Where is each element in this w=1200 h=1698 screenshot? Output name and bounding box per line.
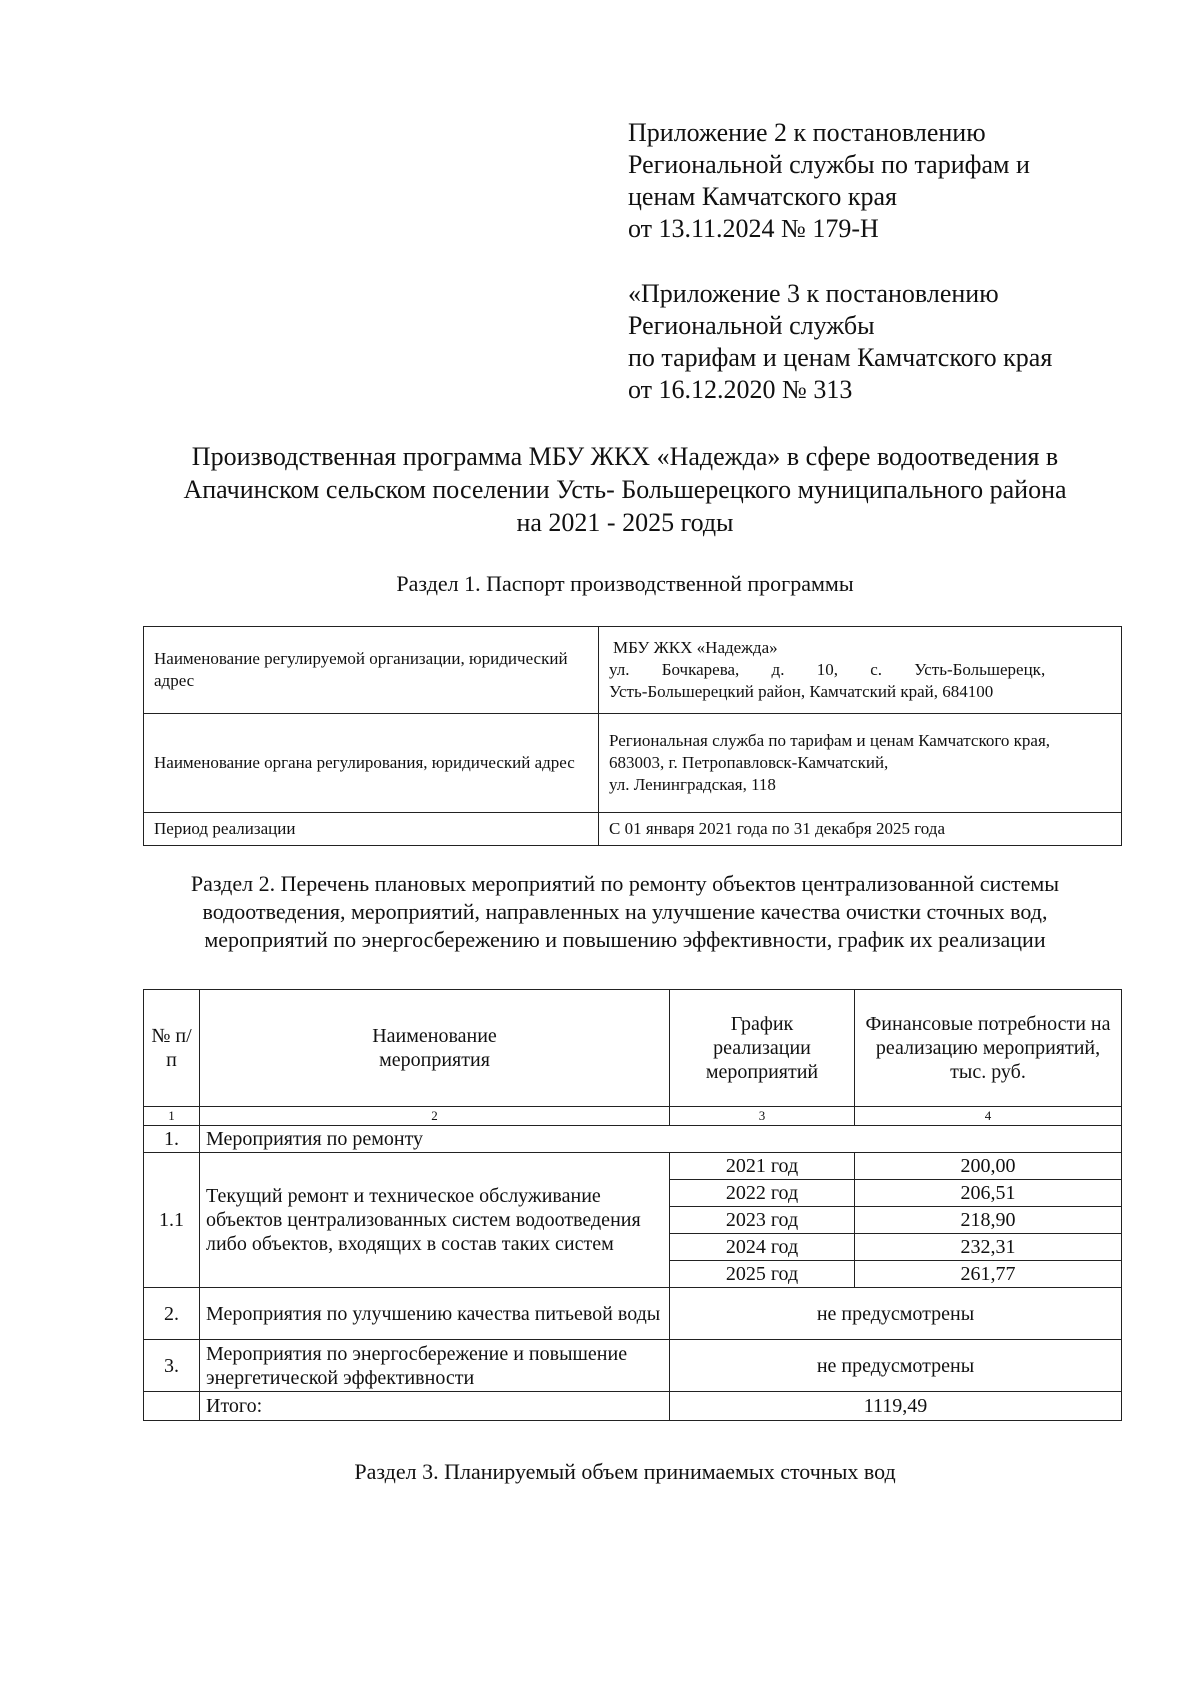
measures-table (143, 989, 1122, 1421)
passport-value-line: Усть-Большерецкий район, Камчатский край, 684100 (609, 682, 994, 701)
table-row-group-3 (144, 1340, 1122, 1392)
year-cell: 2021 год (670, 1153, 855, 1180)
section-2-heading-line: водоотведения, мероприятий, направленных на улучшение качества очистки сточных вод, (202, 899, 1048, 924)
passport-value-line: МБУ ЖКХ «Надежда» (613, 638, 778, 657)
passport-value: С 01 января 2021 года по 31 декабря 2025 года (599, 813, 1122, 846)
section-2-heading (130, 870, 1120, 954)
passport-value (599, 627, 1122, 714)
row-name: Мероприятия по ремонту (200, 1126, 1122, 1153)
title-line: Апачинском сельском поселении Усть- Большерецкого муниципального района (183, 475, 1067, 504)
row-number: 1.1 (144, 1153, 200, 1288)
column-number: 1 (144, 1107, 200, 1126)
amount-cell: 200,00 (855, 1153, 1122, 1180)
title-line: на 2021 - 2025 годы (516, 508, 734, 537)
passport-row-regulator (144, 714, 1122, 813)
passport-value-line: ул. Бочкарева, д. 10, с. Усть-Большерецк, (609, 660, 1046, 679)
column-header-finance: Финансовые потребности на реализацию мероприятий, тыс. руб. (855, 990, 1122, 1107)
section-1-heading: Раздел 1. Паспорт производственной программы (396, 571, 854, 596)
row-value: не предусмотрены (670, 1340, 1122, 1392)
row-name: Мероприятия по улучшению качества питьевой воды (200, 1288, 670, 1340)
appendix-3-line: Региональной службы (628, 311, 875, 340)
amount-cell: 261,77 (855, 1261, 1122, 1288)
title-line: Производственная программа МБУ ЖКХ «Надежда» в сфере водоотведения в (191, 442, 1059, 471)
total-value: 1119,49 (670, 1392, 1122, 1421)
column-number: 3 (670, 1107, 855, 1126)
amount-cell: 206,51 (855, 1180, 1122, 1207)
column-number-row (144, 1107, 1122, 1126)
document-title (130, 440, 1120, 539)
section-2-heading-line: Раздел 2. Перечень плановых мероприятий по ремонту объектов централизованной системы (190, 871, 1060, 896)
section-3-heading: Раздел 3. Планируемый объем принимаемых сточных вод (354, 1459, 896, 1484)
row-name: Мероприятия по энергосбережение и повышение энергетической эффективности (200, 1340, 670, 1392)
table-row-group-1 (144, 1126, 1122, 1153)
passport-row-period (144, 813, 1122, 846)
appendix-2-reference (628, 117, 1148, 245)
appendix-3-line: от 16.12.2020 № 313 (628, 375, 853, 404)
passport-value-line: 683003, г. Петропавловск-Камчатский, (609, 753, 889, 772)
passport-table (143, 626, 1122, 846)
passport-row-organization (144, 627, 1122, 714)
passport-label: Наименование регулируемой организации, юридический адрес (144, 627, 599, 714)
total-num-cell (144, 1392, 200, 1421)
table-row-total (144, 1392, 1122, 1421)
column-header-name: Наименование мероприятия (200, 990, 670, 1107)
amount-cell: 218,90 (855, 1207, 1122, 1234)
row-value: не предусмотрены (670, 1288, 1122, 1340)
appendix-2-line: ценам Камчатского края (628, 182, 897, 211)
table-row-group-2 (144, 1288, 1122, 1340)
row-number: 2. (144, 1288, 200, 1340)
passport-label: Наименование органа регулирования, юридический адрес (144, 714, 599, 813)
year-cell: 2023 год (670, 1207, 855, 1234)
row-name: Текущий ремонт и техническое обслуживание объектов централизованных систем водоотведения либо объектов, входящих в состав таких систем (200, 1153, 670, 1288)
column-number: 2 (200, 1107, 670, 1126)
passport-value (599, 714, 1122, 813)
column-header-schedule: График реализации мероприятий (670, 990, 855, 1107)
section-2-heading-line: мероприятий по энергосбережению и повышению эффективности, график их реализации (204, 927, 1046, 952)
amount-cell: 232,31 (855, 1234, 1122, 1261)
passport-label: Период реализации (144, 813, 599, 846)
total-label: Итого: (200, 1392, 670, 1421)
appendix-3-reference (628, 278, 1148, 406)
table-row-item-1-1 (144, 1153, 1122, 1180)
year-cell: 2025 год (670, 1261, 855, 1288)
column-number: 4 (855, 1107, 1122, 1126)
passport-value-line: Региональная служба по тарифам и ценам Камчатского края, (609, 731, 1051, 750)
year-cell: 2024 год (670, 1234, 855, 1261)
appendix-2-line: Региональной службы по тарифам и (628, 150, 1030, 179)
appendix-2-line: Приложение 2 к постановлению (628, 118, 986, 147)
appendix-3-line: «Приложение 3 к постановлению (628, 279, 999, 308)
year-cell: 2022 год (670, 1180, 855, 1207)
column-header-num: № п/п (144, 990, 200, 1107)
row-number: 3. (144, 1340, 200, 1392)
table-header-row (144, 990, 1122, 1107)
row-number: 1. (144, 1126, 200, 1153)
appendix-3-line: по тарифам и ценам Камчатского края (628, 343, 1053, 372)
appendix-2-line: от 13.11.2024 № 179-Н (628, 214, 879, 243)
passport-value-line: ул. Ленинградская, 118 (609, 775, 776, 794)
